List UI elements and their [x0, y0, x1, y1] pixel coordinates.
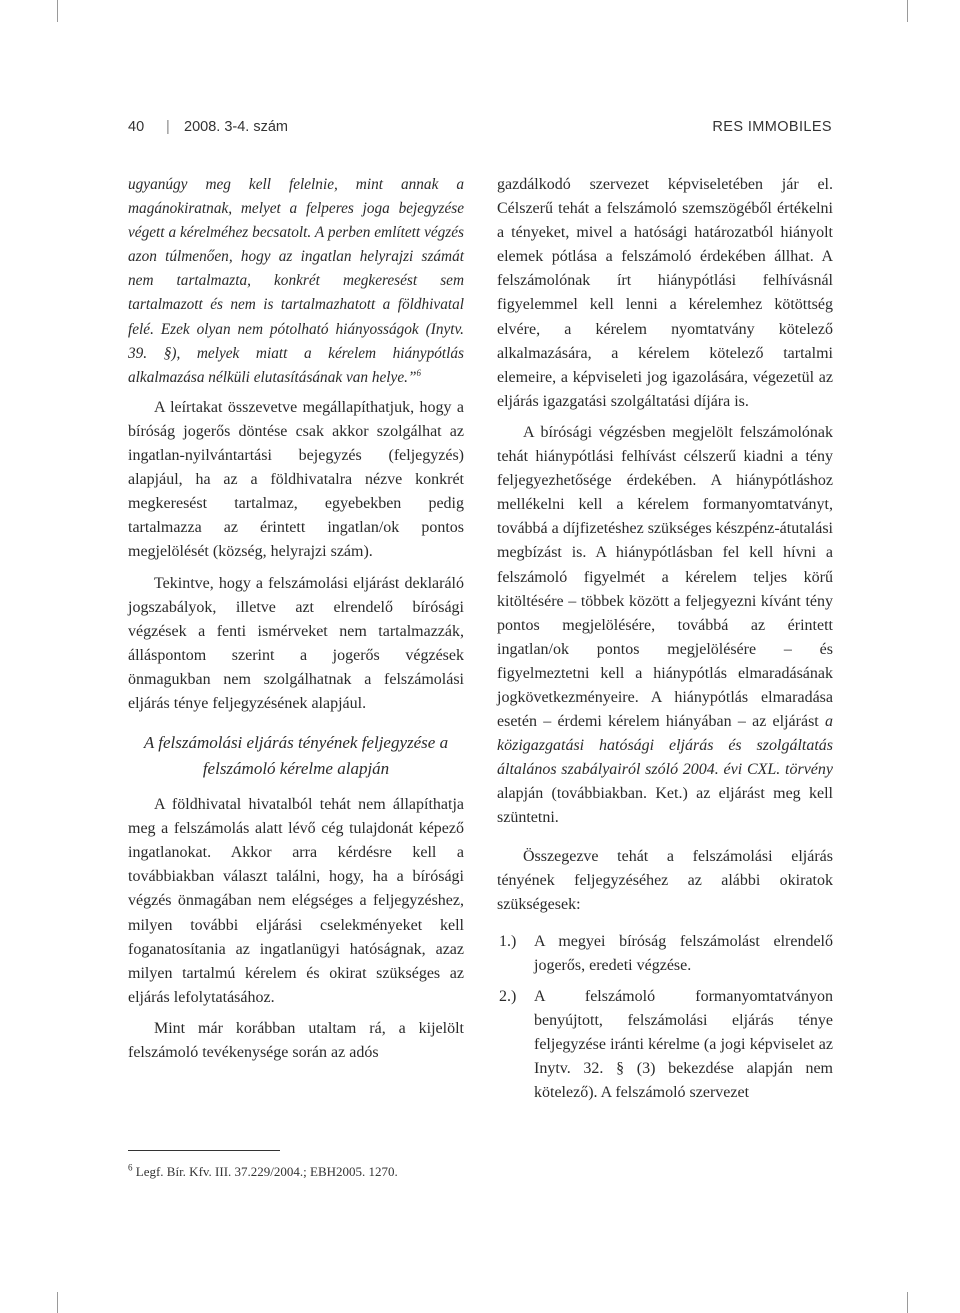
running-header — [128, 119, 832, 141]
court-quote: ugyanúgy meg kell felelnie, mint annak a magánokiratnak, melyet a felperes joga bejegyzése végett a kérelméhez becsatolt. A perben említett végzés azon túlmenően, hogy az ingatlan helyrajzi számát nem tartalmazta, konkrét megkeresést sem tartalmazott és nem is tartalmazhatott a földhivatal felé. Ezek olyan nem pótolható hiányosságok (Inytv. 39. §), melyek miatt a kérelem hiánypótlás alkalmazása nélküli elutasításának van helye.”$^6$ — [128, 176, 464, 386]
crop-mark-top-right — [907, 0, 908, 22]
list-item — [497, 930, 833, 978]
paragraph: A földhivatal hivatalból tehát nem állapíthatja meg a felszámolás alatt lévő cég tulajdonát képező ingatlanokat. Akkor arra kérdésre kell a továbbiakban választ találni, hogy, ha a bírósági végzés önmagában nem elégséges a feljegyzéshez, milyen további eljárási cselekményeket kell foganatosítania az ingatlanügyi hatóságnak, azaz milyen tartalmú kérelem és okirat szükséges az eljárás lefolytatásához. — [128, 796, 464, 1006]
list-number: 2.) — [499, 988, 517, 1005]
required-documents-list — [497, 930, 833, 1106]
journal-title: RES IMMOBILES — [712, 119, 832, 135]
crop-mark-top-left — [57, 0, 58, 22]
footnote-ref: 6 — [416, 367, 421, 378]
footnote-text: Legf. Bír. Kfv. III. 37.229/2004.; EBH2005. 1270. — [135, 1164, 398, 1179]
list-text: A felszámoló formanyomtatványon benyújtott, felszámolási eljárás ténye feljegyzése iránti kérelme (a jogi képviselet az Inytv. 32. § (3) bekezdése alapján nem kötelező). A felszámoló szervezet — [534, 988, 833, 1102]
section-heading: A felszámolási eljárás tényének feljegyzése a felszámoló kérelme alapján — [143, 733, 449, 779]
issue-label: 2008. 3-4. szám — [184, 119, 288, 135]
left-column — [128, 173, 464, 1065]
right-column — [497, 173, 833, 1112]
list-text: A megyei bíróság felszámolást elrendelő jogerős, eredeti végzése. — [534, 932, 833, 974]
paragraph: A bírósági végzésben megjelölt felszámolónak tehát hiánypótlási felhívást célszerű kiadni a tény feljegyezhetősége érdekében. A hiánypótláshoz mellékelni kell a kérelem formanyomtatványt, továbbá a díjfizetéshez szükséges készpénz-átutalási megbízást is. A hiánypótlásban fel kell hívni a felszámoló figyelmét a kérelem teljes körű kitöltésére – többek között a feljegyezni kívánt tény pontos megjelölésére, továbbá az érintett ingatlan/ok pontos megjelölésére – és figyelmeztetni kell a hiánypótlás elmaradásának jogkövetkezményeire. A hiánypótlás elmaradása esetén – érdemi kérelem hiányában – az eljárást a közigazgatási hatósági eljárás és szolgáltatás általános szabályairól szóló 2004. évi CXL. törvény alapján (továbbiakban. Ket.) az eljárást meg kell szüntetni. — [497, 423, 833, 827]
paragraph: gazdálkodó szervezet képviseletében jár el. Célszerű tehát a felszámoló szemszögéből értékelni a tényeket, mivel a hatósági határozatból hiányolt elemek pótlása a felszámoló érdekében állhat. A felszámolónak írt hiánypótlási felhívásnál figyelemmel kell lenni a kérelemhez kötöttség elvére, a kérelem nyomtatvány kötelező alkalmazására, a kérelem kötelező tartalmi elemeire, a képviseleti jog igazolására, végezetül az eljárás igazgatási szolgáltatási díjára is. — [497, 176, 833, 410]
footnote — [128, 1164, 398, 1180]
list-number: 1.) — [499, 932, 517, 950]
page-number: 40 — [128, 119, 145, 135]
list-item — [497, 985, 833, 1105]
crop-mark-bottom-left — [57, 1292, 58, 1313]
crop-mark-bottom-right — [907, 1292, 908, 1313]
paragraph: Tekintve, hogy a felszámolási eljárást deklaráló jogszabályok, illetve azt elrendelő bírósági végzések a fenti ismérveket nem tartalmazzák, álláspontom szerint a jogerős végzések önmagukban nem szolgálhatnak a felszámolási eljárás ténye feljegyzésének alapjául. — [128, 574, 464, 712]
paragraph: Mint már korábban utaltam rá, a kijelölt felszámoló tevékenysége során az adós — [128, 1019, 464, 1061]
header-separator: | — [166, 119, 170, 135]
paragraph: Összegezve tehát a felszámolási eljárás tényének feljegyzéséhez az alábbi okiratok szükségesek: — [497, 847, 833, 913]
paragraph: A leírtakat összevetve megállapíthatjuk, hogy a bíróság jogerős döntése csak akkor szolgálhat az ingatlan-nyilvántartási bejegyzés (feljegyzés) alapjául, ha az a földhivatalra nézve konkrét megkeresést tartalmaz, egyebekben pedig tartalmazza az érintett ingatlan/ok pontos megjelölését (község, helyrajzi szám). — [128, 398, 464, 561]
footnote-number: 6 — [128, 1162, 133, 1173]
law-citation: a közigazgatási hatósági eljárás és szolgáltatás általános szabályairól szóló 2004. évi CXL. törvény — [497, 713, 833, 779]
footnote-rule — [128, 1150, 280, 1151]
